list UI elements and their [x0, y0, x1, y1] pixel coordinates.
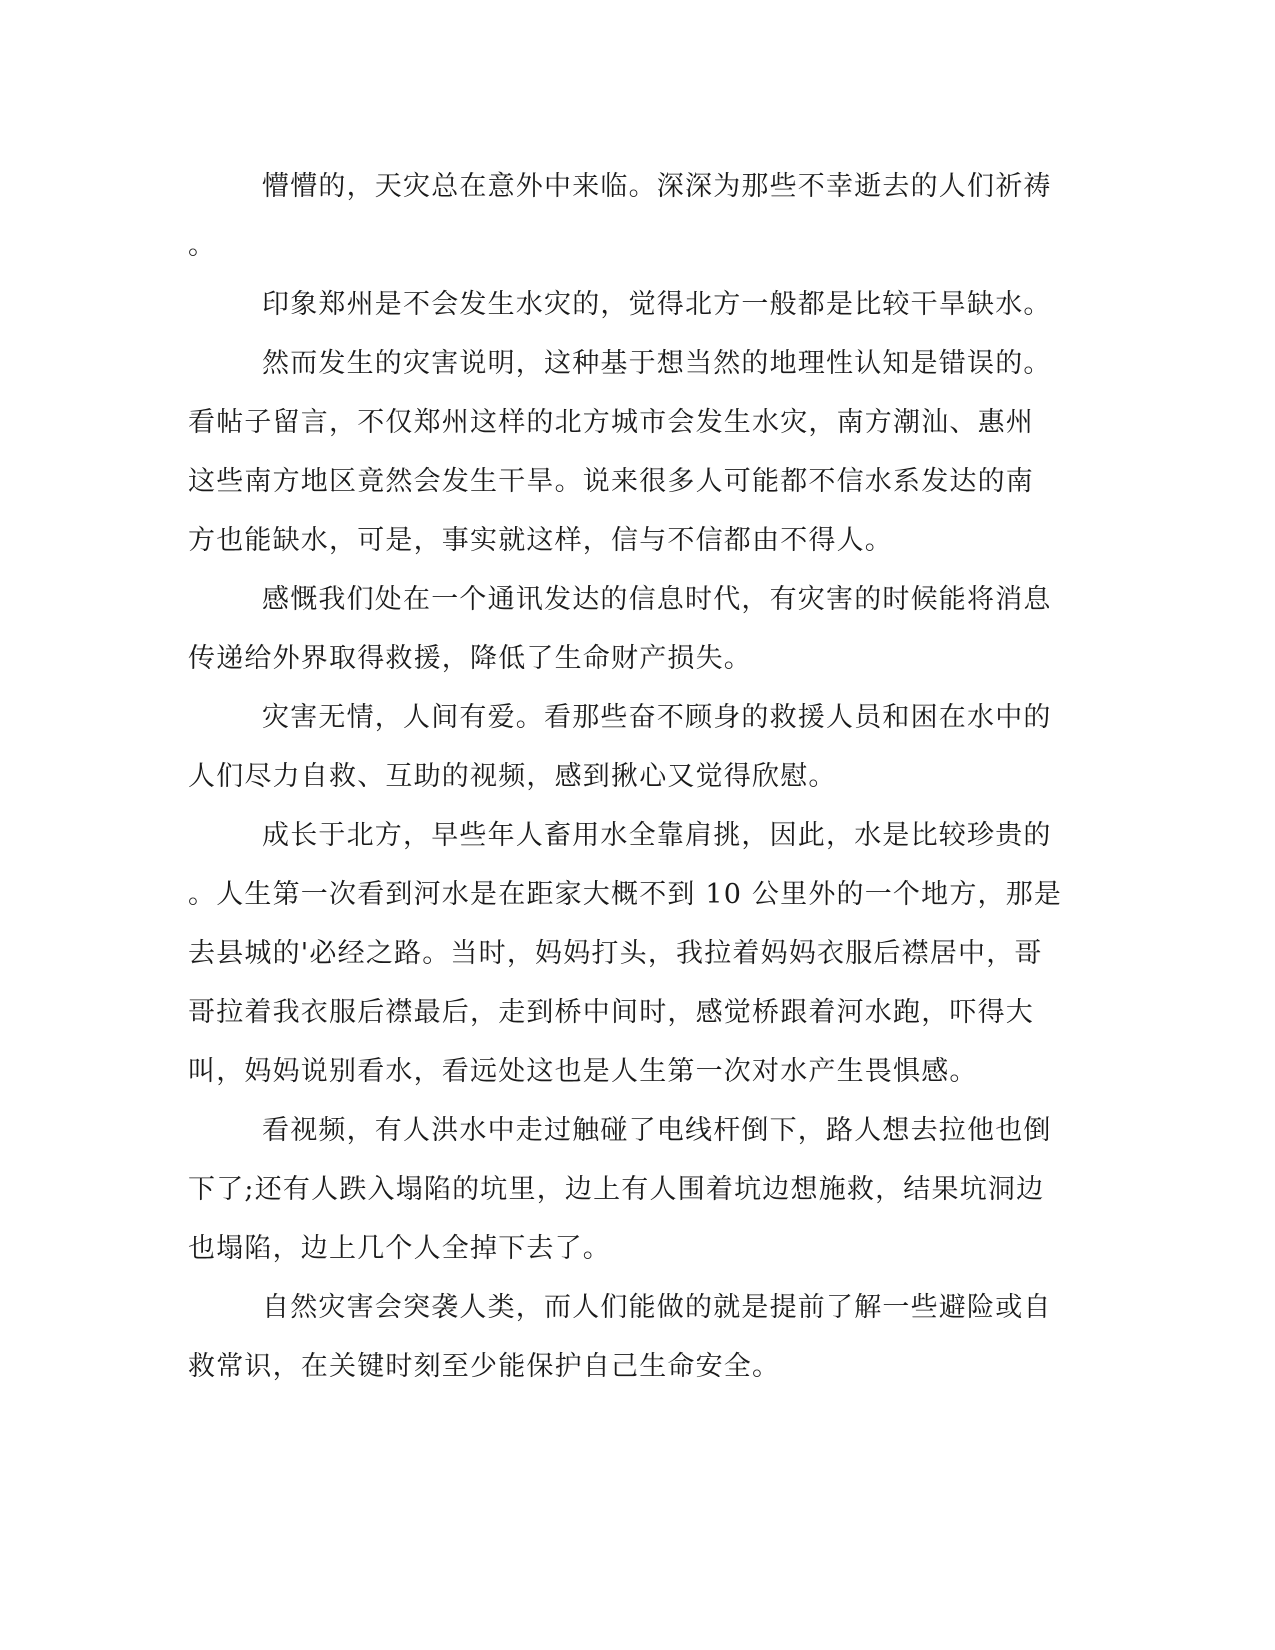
text-line: 然而发生的灾害说明，这种基于想当然的地理性认知是错误的。 [262, 348, 1052, 379]
text-line: 灾害无情，人间有爱。看那些奋不顾身的救援人员和困在水中的 [262, 702, 1052, 733]
text-line: 叫，妈妈说别看水，看远处这也是人生第一次对水产生畏惧感。 [188, 1056, 978, 1087]
document-body [188, 157, 1068, 1396]
text-line: 救常识，在关键时刻至少能保护自己生命安全。 [188, 1351, 781, 1382]
text-line: 传递给外界取得救援，降低了生命财产损失。 [188, 643, 752, 674]
text-line: 下了;还有人跌入塌陷的坑里，边上有人围着坑边想施救，结果坑洞边 [188, 1174, 1045, 1205]
text-line: 这些南方地区竟然会发生干旱。说来很多人可能都不信水系发达的南 [188, 466, 1034, 497]
text-line: 。人生第一次看到河水是在距家大概不到 10 公里外的一个地方，那是 [188, 879, 1063, 910]
text-line: 哥拉着我衣服后襟最后，走到桥中间时，感觉桥跟着河水跑，吓得大 [188, 997, 1034, 1028]
text-line: 方也能缺水，可是，事实就这样，信与不信都由不得人。 [188, 525, 893, 556]
text-line: 印象郑州是不会发生水灾的，觉得北方一般都是比较干旱缺水。 [262, 289, 1052, 320]
text-line: 懵懵的，天灾总在意外中来临。深深为那些不幸逝去的人们祈祷 [262, 171, 1052, 202]
text-line: 看帖子留言，不仅郑州这样的北方城市会发生水灾，南方潮汕、惠州 [188, 407, 1034, 438]
text-line: 去县城的'必经之路。当时，妈妈打头，我拉着妈妈衣服后襟居中，哥 [188, 938, 1043, 969]
text-line: 。 [188, 230, 217, 261]
text-line: 自然灾害会突袭人类，而人们能做的就是提前了解一些避险或自 [262, 1292, 1052, 1323]
text-line: 看视频，有人洪水中走过触碰了电线杆倒下，路人想去拉他也倒 [262, 1115, 1052, 1146]
text-line: 人们尽力自救、互助的视频，感到揪心又觉得欣慰。 [188, 761, 837, 792]
text-line: 也塌陷，边上几个人全掉下去了。 [188, 1233, 611, 1264]
text-line: 成长于北方，早些年人畜用水全靠肩挑，因此，水是比较珍贵的 [262, 820, 1052, 851]
text-line: 感慨我们处在一个通讯发达的信息时代，有灾害的时候能将消息 [262, 584, 1052, 615]
